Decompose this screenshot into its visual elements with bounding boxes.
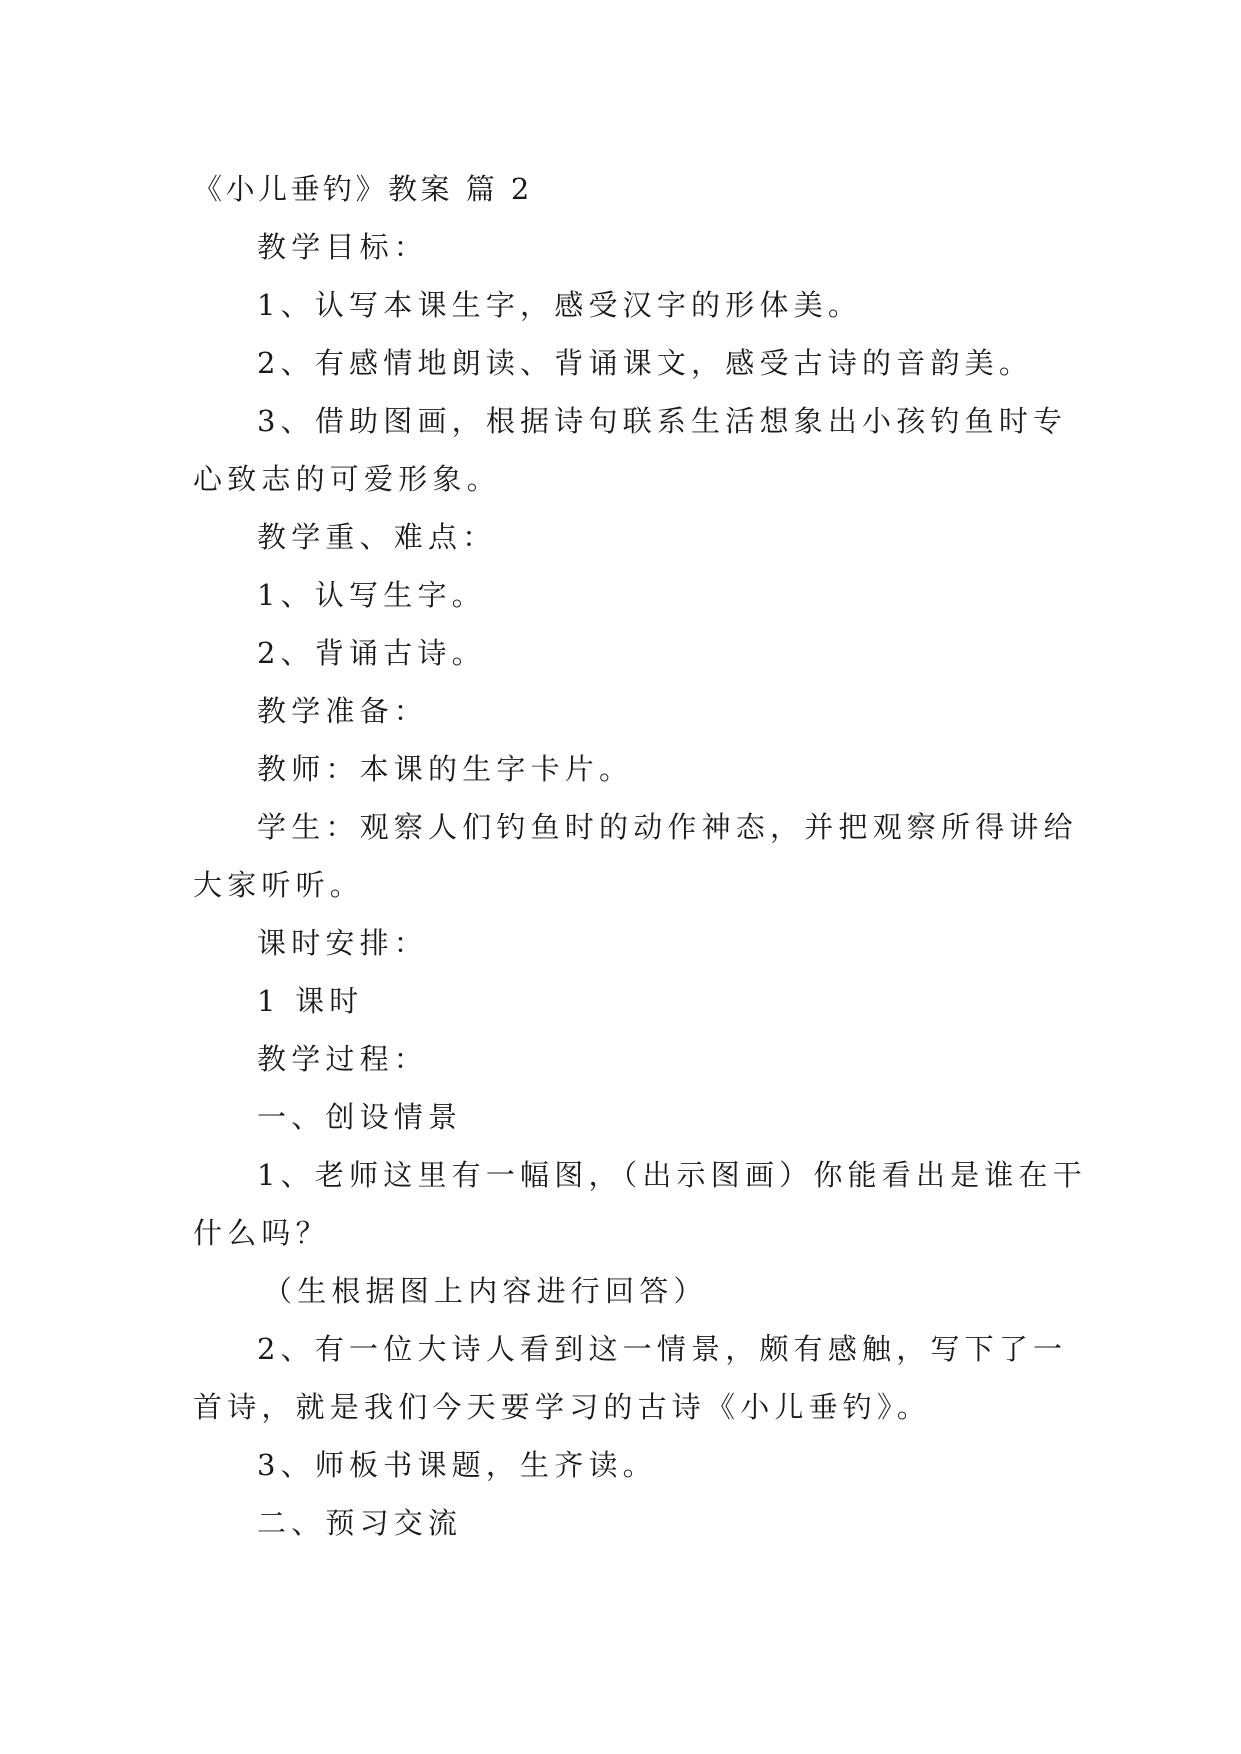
objective-item: 1、认写本课生字，感受汉字的形体美。	[257, 288, 863, 322]
preparation-student-continuation: 大家听听。	[193, 868, 365, 902]
schedule-heading: 课时安排：	[257, 926, 429, 960]
process-step: 1、老师这里有一幅图，（出示图画）你能看出是谁在干	[257, 1158, 1087, 1192]
objective-item: 2、有感情地朗读、背诵课文，感受古诗的音韵美。	[257, 346, 1034, 380]
process-step-continuation: 什么吗？	[193, 1216, 330, 1250]
objective-item: 3、借助图画，根据诗句联系生活想象出小孩钓鱼时专	[257, 404, 1068, 438]
key-point-item: 1、认写生字。	[257, 578, 486, 612]
preparation-teacher: 教师：本课的生字卡片。	[257, 752, 634, 786]
preparation-student: 学生：观察人们钓鱼时的动作神态，并把观察所得讲给	[257, 810, 1078, 844]
section-heading: 一、创设情景	[257, 1100, 463, 1134]
schedule-value: 1 课时	[257, 984, 364, 1018]
process-step: 3、师板书课题，生齐读。	[257, 1448, 657, 1482]
preparation-heading: 教学准备：	[257, 694, 429, 728]
process-step: 2、有一位大诗人看到这一情景，颇有感触，写下了一	[257, 1332, 1068, 1366]
document-title: 《小儿垂钓》教案 篇 2	[193, 172, 533, 206]
objective-item-continuation: 心致志的可爱形象。	[193, 462, 501, 496]
key-points-heading: 教学重、难点：	[257, 520, 497, 554]
document-body	[193, 160, 1087, 1552]
process-step-continuation: 首诗，就是我们今天要学习的古诗《小儿垂钓》。	[193, 1390, 931, 1424]
process-step-note: （生根据图上内容进行回答）	[263, 1274, 708, 1308]
key-point-item: 2、背诵古诗。	[257, 636, 486, 670]
process-heading: 教学过程：	[257, 1042, 429, 1076]
section-heading: 二、预习交流	[257, 1506, 463, 1540]
objectives-heading: 教学目标：	[257, 230, 429, 264]
